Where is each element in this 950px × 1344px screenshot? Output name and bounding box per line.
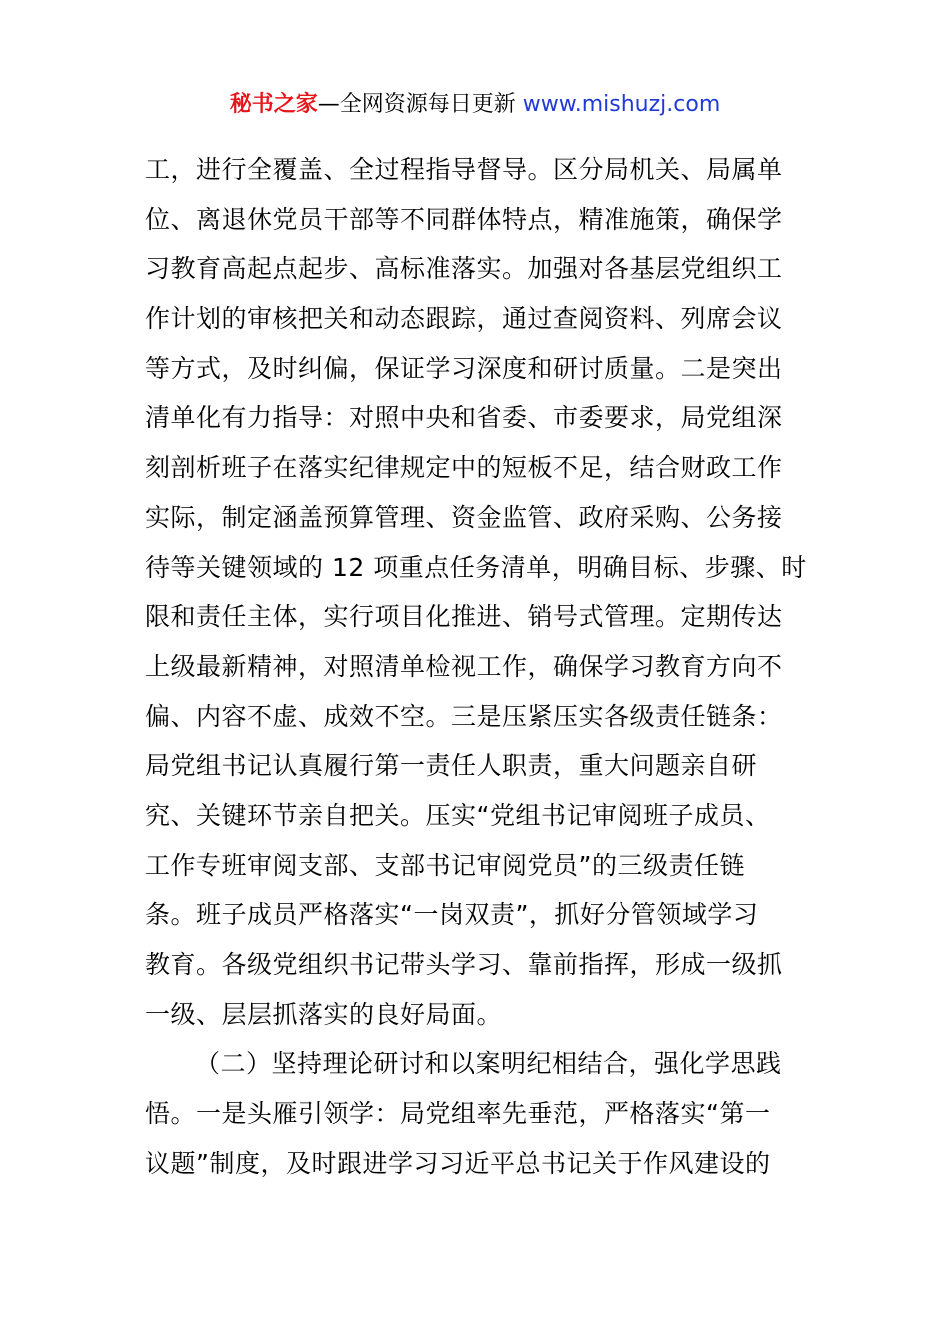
section-heading-line: （二）坚持理论研讨和以案明纪相结合，强化学思践 — [195, 1049, 782, 1079]
text-line: 习教育高起点起步、高标准落实。加强对各基层党组织工 — [145, 254, 783, 284]
text-line: 工，进行全覆盖、全过程指导督导。区分局机关、局属单 — [145, 155, 783, 184]
text-line: 议题”制度，及时跟进学习习近平总书记关于作风建设的 — [145, 1148, 771, 1178]
text-line: 偏、内容不虚、成效不空。三是压紧压实各级责任链条： — [145, 701, 783, 731]
text-line: 待等关键领域的 12 项重点任务清单，明确目标、步骤、时 — [145, 552, 807, 582]
text-line: 刻剖析班子在落实纪律规定中的短板不足，结合财政工作 — [145, 453, 783, 483]
text-line: 究、关键环节亲自把关。压实“党组书记审阅班子成员、 — [145, 800, 771, 830]
text-line: 上级最新精神，对照清单检视工作，确保学习教育方向不 — [145, 651, 783, 681]
page-header — [0, 88, 950, 122]
text-line: 教育。各级党组织书记带头学习、靠前指挥，形成一级抓 — [145, 950, 783, 979]
text-line: 限和责任主体，实行项目化推进、销号式管理。定期传达 — [145, 602, 783, 632]
text-line: 等方式，及时纠偏，保证学习深度和研讨质量。二是突出 — [145, 353, 783, 383]
site-url-link[interactable]: www.mishuzj.com — [522, 92, 721, 117]
text-line: 清单化有力指导：对照中央和省委、市委要求，局党组深 — [145, 403, 783, 433]
text-line: 工作专班审阅支部、支部书记审阅党员”的三级责任链 — [145, 850, 745, 880]
text-line: 一级、层层抓落实的良好局面。 — [145, 999, 503, 1029]
document-body — [145, 145, 815, 1188]
text-line: 作计划的审核把关和动态跟踪，通过查阅资料、列席会议 — [145, 304, 783, 334]
text-line: 条。班子成员严格落实“一岗双责”，抓好分管领域学习 — [145, 900, 759, 930]
text-line: 位、离退休党员干部等不同群体特点，精准施策，确保学 — [145, 204, 783, 234]
text-line: 局党组书记认真履行第一责任人职责，重大问题亲自研 — [145, 751, 758, 781]
brand-name: 秘书之家 — [229, 92, 318, 117]
header-slogan: —全网资源每日更新 — [317, 92, 516, 117]
text-line: 悟。一是头雁引领学：局党组率先垂范，严格落实“第一 — [145, 1099, 771, 1129]
text-line: 实际，制定涵盖预算管理、资金监管、政府采购、公务接 — [145, 502, 783, 532]
